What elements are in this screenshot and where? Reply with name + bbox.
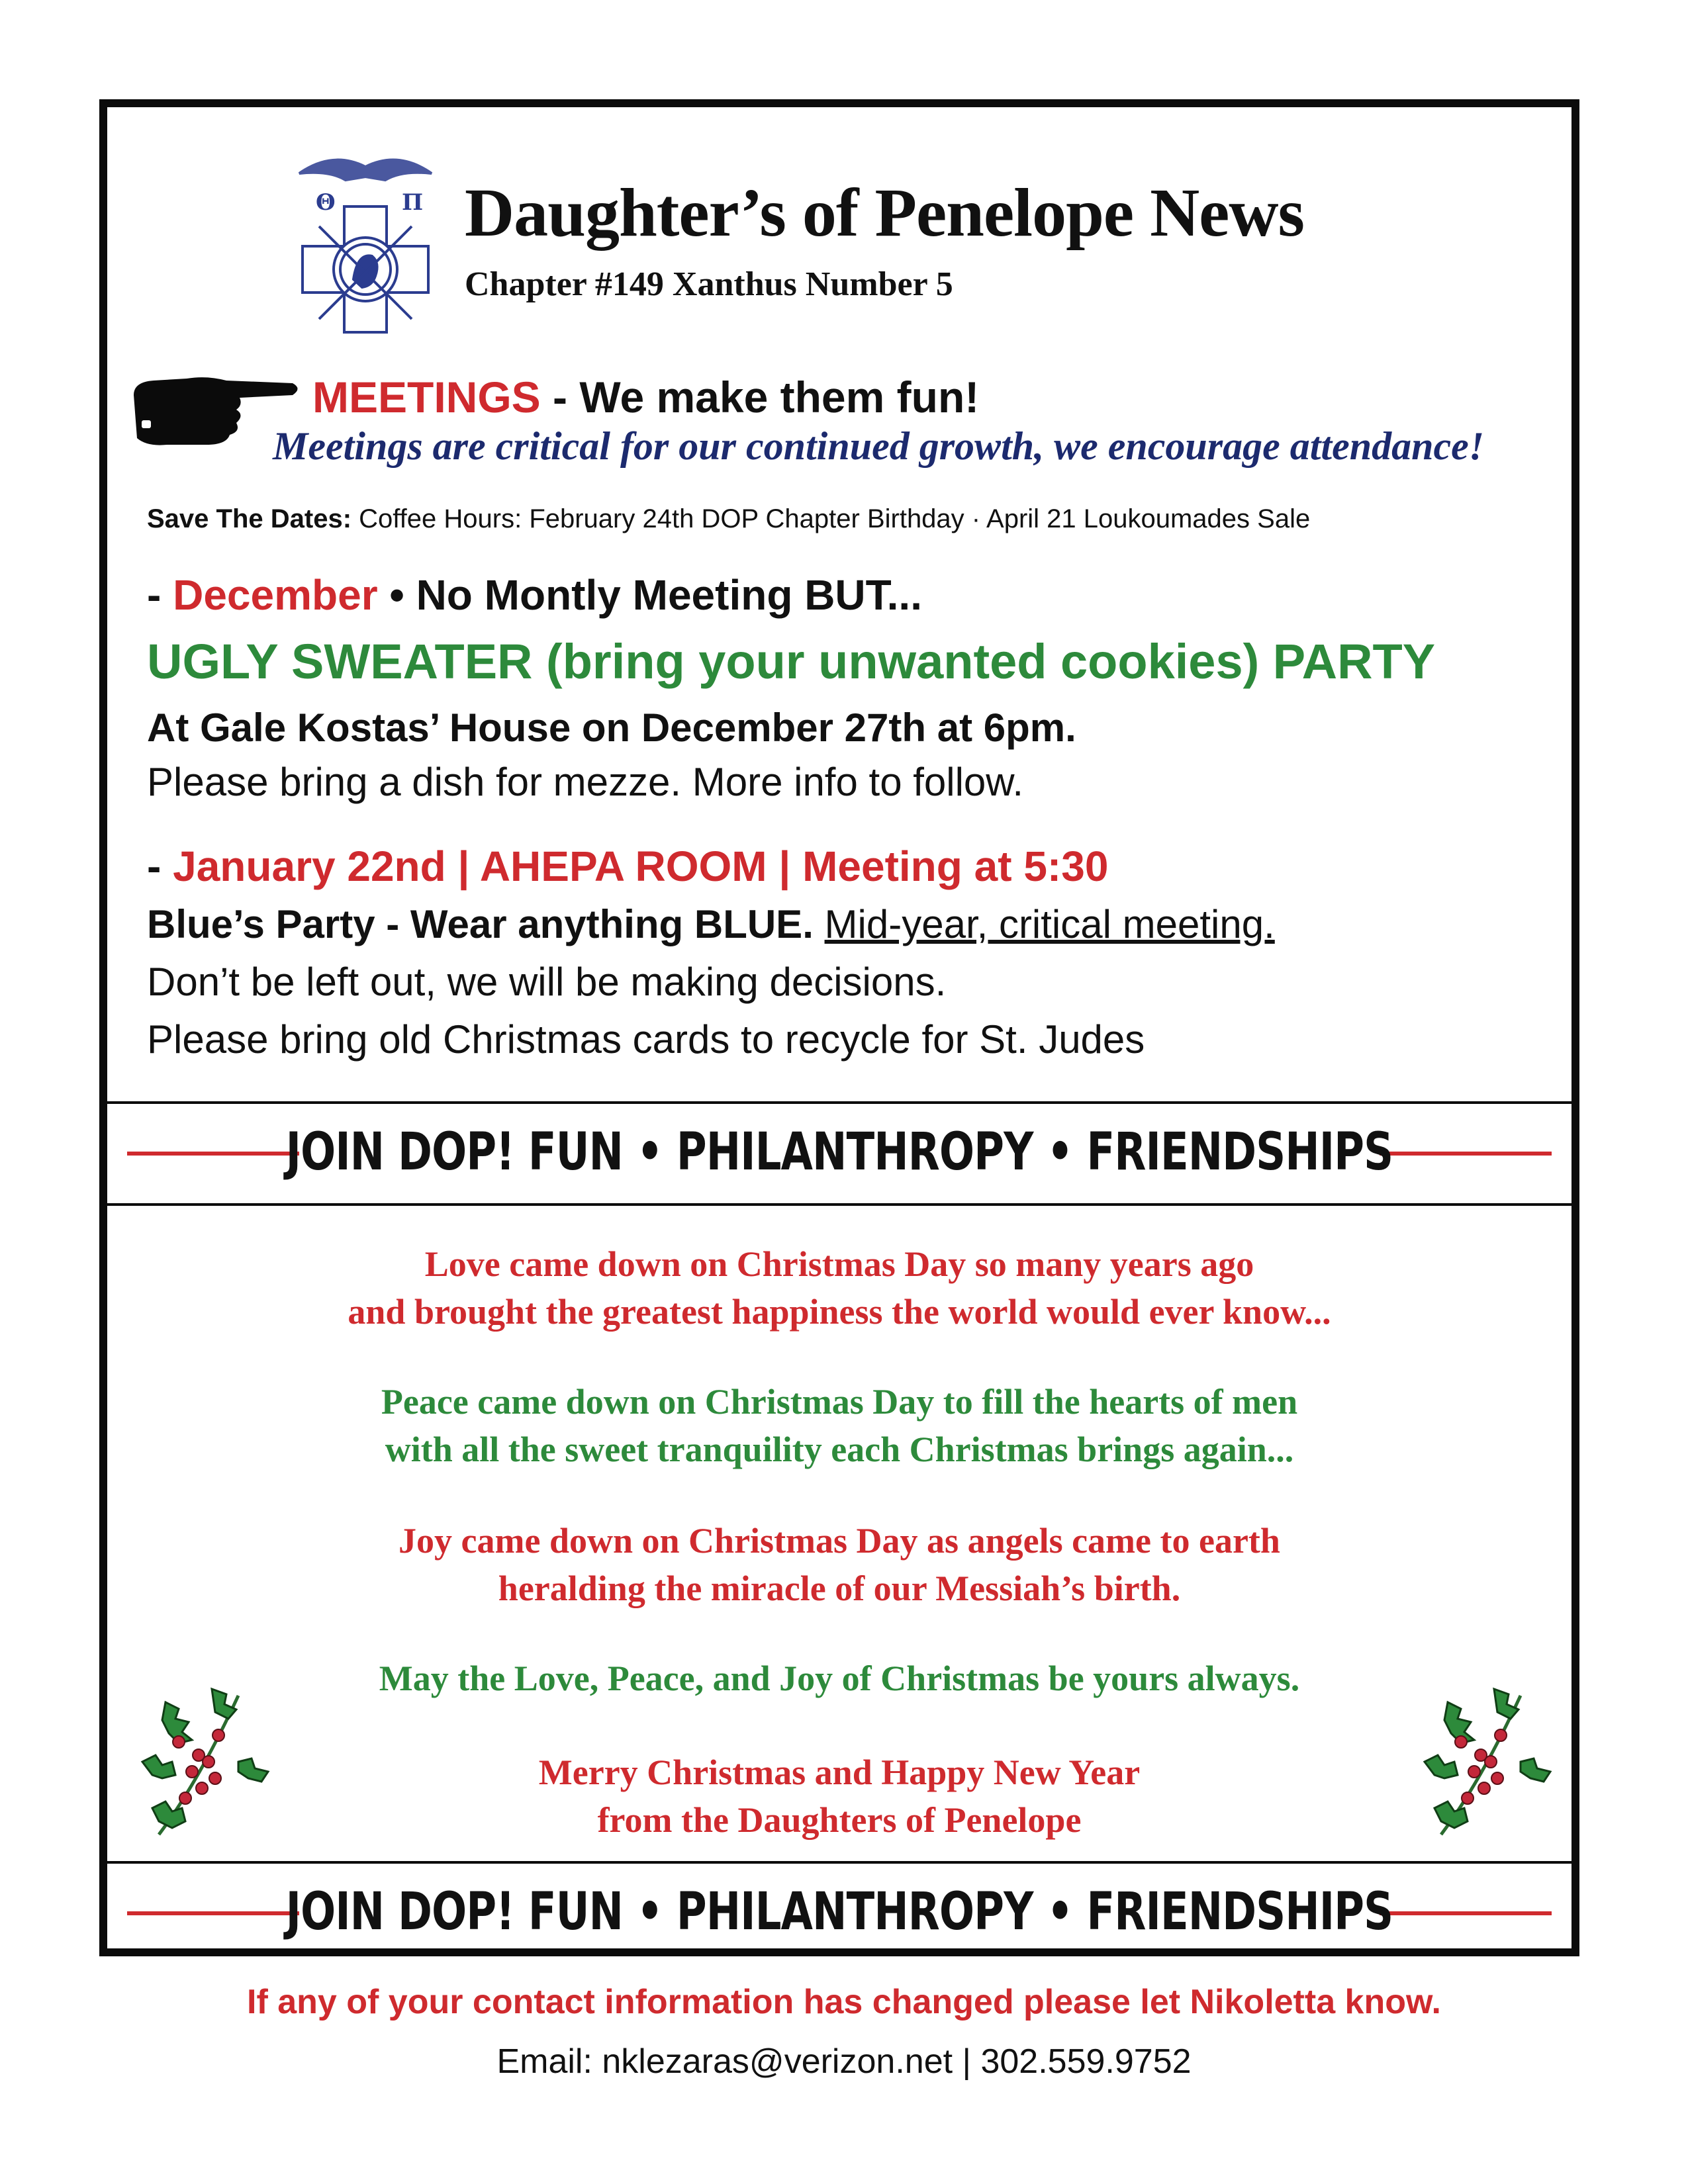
poem-blessing: May the Love, Peace, and Joy of Christmas be yours always. (379, 1659, 1300, 1698)
poem-joy-line-1: Joy came down on Christmas Day as angels came to earth (399, 1521, 1280, 1561)
join-banner-text: JOIN DOP! FUN • PHILANTHROPY • FRIENDSHIPS (285, 1882, 1393, 1942)
contact-line (0, 2042, 1688, 2081)
divider (107, 1861, 1571, 1864)
email-label: Email: (496, 2042, 602, 2081)
save-the-dates-label: Save The Dates: (147, 504, 352, 533)
poem-joy (107, 1517, 1571, 1612)
december-month: December (173, 571, 378, 619)
poem-joy-line-2: heralding the miracle of our Messiah’s birth. (498, 1569, 1181, 1608)
newsletter-frame (99, 99, 1579, 1956)
phone-number[interactable]: 302.559.9752 (980, 2042, 1192, 2081)
poem-greeting (107, 1749, 1571, 1844)
meetings-tagline: - We make them fun! (540, 373, 980, 422)
poem-peace (107, 1378, 1571, 1473)
december-prefix: - (147, 571, 173, 619)
newsletter-subtitle: Chapter #149 Xanthus Number 5 (465, 265, 953, 303)
email-address[interactable]: nklezaras@verizon.net (602, 2042, 953, 2081)
dop-emblem-icon (279, 147, 451, 345)
divider (107, 1101, 1571, 1104)
january-heading-text: January 22nd | AHEPA ROOM | Meeting at 5:30 (173, 842, 1109, 890)
ugly-sweater-party: UGLY SWEATER (bring your unwanted cookies) PARTY (147, 634, 1436, 689)
meetings-label: MEETINGS (312, 373, 541, 422)
january-theme (147, 901, 1275, 947)
december-heading (147, 570, 922, 619)
meetings-subtext: Meetings are critical for our continued growth, we encourage attendance! (273, 424, 1485, 468)
january-cards: Please bring old Christmas cards to recycle for St. Judes (147, 1017, 1145, 1062)
poem-peace-line-2: with all the sweet tranquility each Christmas brings again... (385, 1430, 1294, 1469)
join-banner-text: JOIN DOP! FUN • PHILANTHROPY • FRIENDSHIPS (285, 1122, 1393, 1182)
poem-greeting-line-2: from the Daughters of Penelope (597, 1800, 1082, 1840)
poem-greeting-line-1: Merry Christmas and Happy New Year (538, 1752, 1141, 1792)
january-decisions: Don’t be left out, we will be making decisions. (147, 960, 947, 1004)
save-the-dates-text: Coffee Hours: February 24th DOP Chapter Birthday · April 21 Loukoumades Sale (352, 504, 1311, 533)
january-heading (147, 842, 1108, 891)
poem-peace-line-1: Peace came down on Christmas Day to fill the hearts of men (381, 1382, 1298, 1422)
logo-letter-theta: Θ (316, 189, 336, 216)
poem-love (107, 1240, 1571, 1336)
holly-icon (139, 1682, 271, 1841)
divider (107, 1203, 1571, 1206)
logo-letter-pi: Π (402, 189, 424, 216)
january-prefix: - (147, 842, 173, 890)
critical-meeting-note: Mid-year, critical meeting. (824, 902, 1275, 946)
blues-party: Blue’s Party - Wear anything BLUE. (147, 902, 814, 946)
join-banner-bottom (107, 1866, 1571, 1959)
contact-separator: | (953, 2042, 981, 2081)
poem-love-line-1: Love came down on Christmas Day so many years ago (424, 1244, 1254, 1284)
holly-icon (1421, 1682, 1554, 1841)
newsletter-title: Daughter’s of Penelope News (465, 175, 1304, 251)
december-details: Please bring a dish for mezze. More info to follow. (147, 760, 1023, 804)
contact-notice: If any of your contact information has changed please let Nikoletta know. (247, 1983, 1441, 2021)
poem-love-line-2: and brought the greatest happiness the world would ever know... (348, 1292, 1331, 1332)
meetings-heading (312, 372, 979, 422)
december-location: At Gale Kostas’ House on December 27th at 6pm. (147, 705, 1076, 750)
december-note: • No Montly Meeting BUT... (377, 571, 922, 619)
save-the-dates (147, 504, 1310, 534)
join-banner-top (107, 1107, 1571, 1199)
